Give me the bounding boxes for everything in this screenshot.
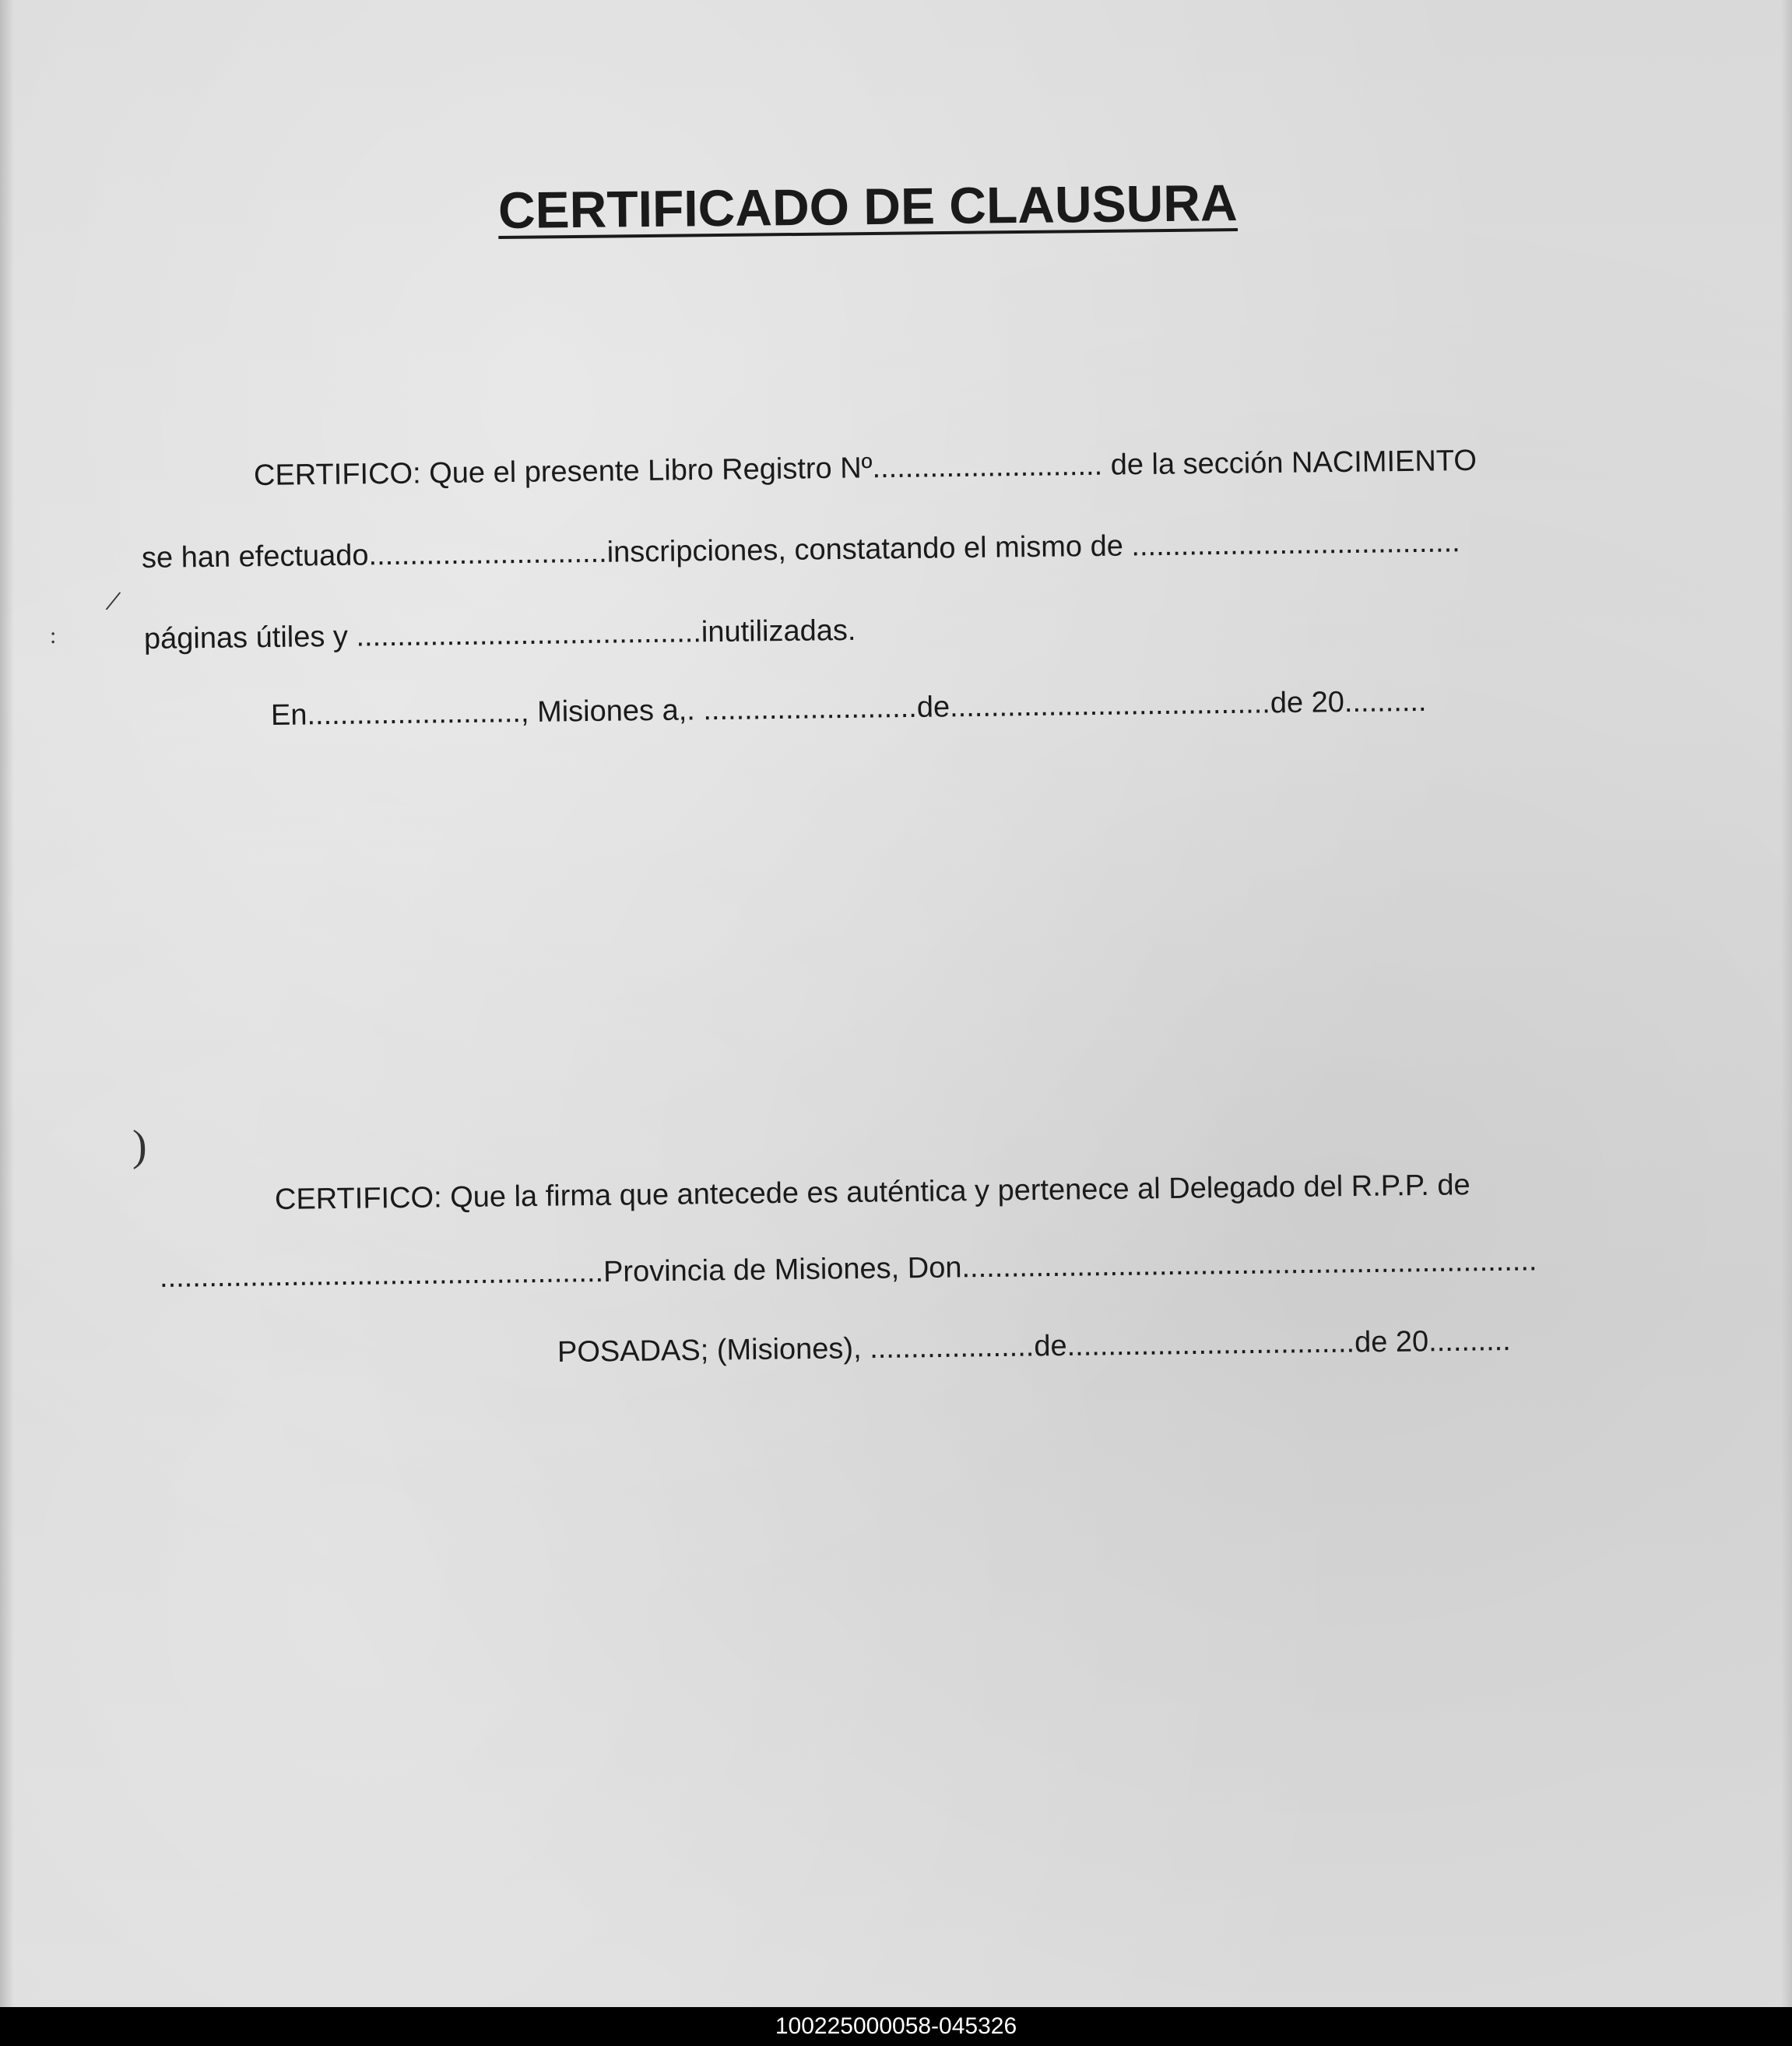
page-edge-left <box>0 0 14 2007</box>
certifico-line-2: se han efectuado.............................inscripciones, constatando el mismo de ........................................ <box>141 526 1460 575</box>
date-place-line: En.........................., Misiones a,. ..........................de.......................................de 20.......... <box>270 684 1427 732</box>
pen-mark-2: ) <box>132 1122 147 1170</box>
certifico-line-1: CERTIFICO: Que el presente Libro Registro Nº............................ de la sección NACIMIENTO <box>253 444 1478 492</box>
posadas-date-line: POSADAS; (Misiones), ....................de...................................de 20.......... <box>557 1324 1511 1369</box>
document-title: CERTIFICADO DE CLAUSURA <box>497 174 1238 239</box>
certifico-firma-line-1: CERTIFICO: Que la firma que antecede es auténtica y pertenece al Delegado del R.P.P. de <box>274 1169 1470 1216</box>
page-edge-right <box>1781 0 1792 2007</box>
certifico-firma-line-2: ......................................................Provincia de Misiones, Don...................................................................... <box>159 1244 1537 1294</box>
pen-mark-1: / <box>103 582 124 619</box>
certifico-line-3: páginas útiles y ..........................................inutilizadas. <box>143 613 856 656</box>
barcode-footer: 100225000058-045326 <box>0 2007 1792 2046</box>
pen-mark-3: : <box>50 623 57 649</box>
